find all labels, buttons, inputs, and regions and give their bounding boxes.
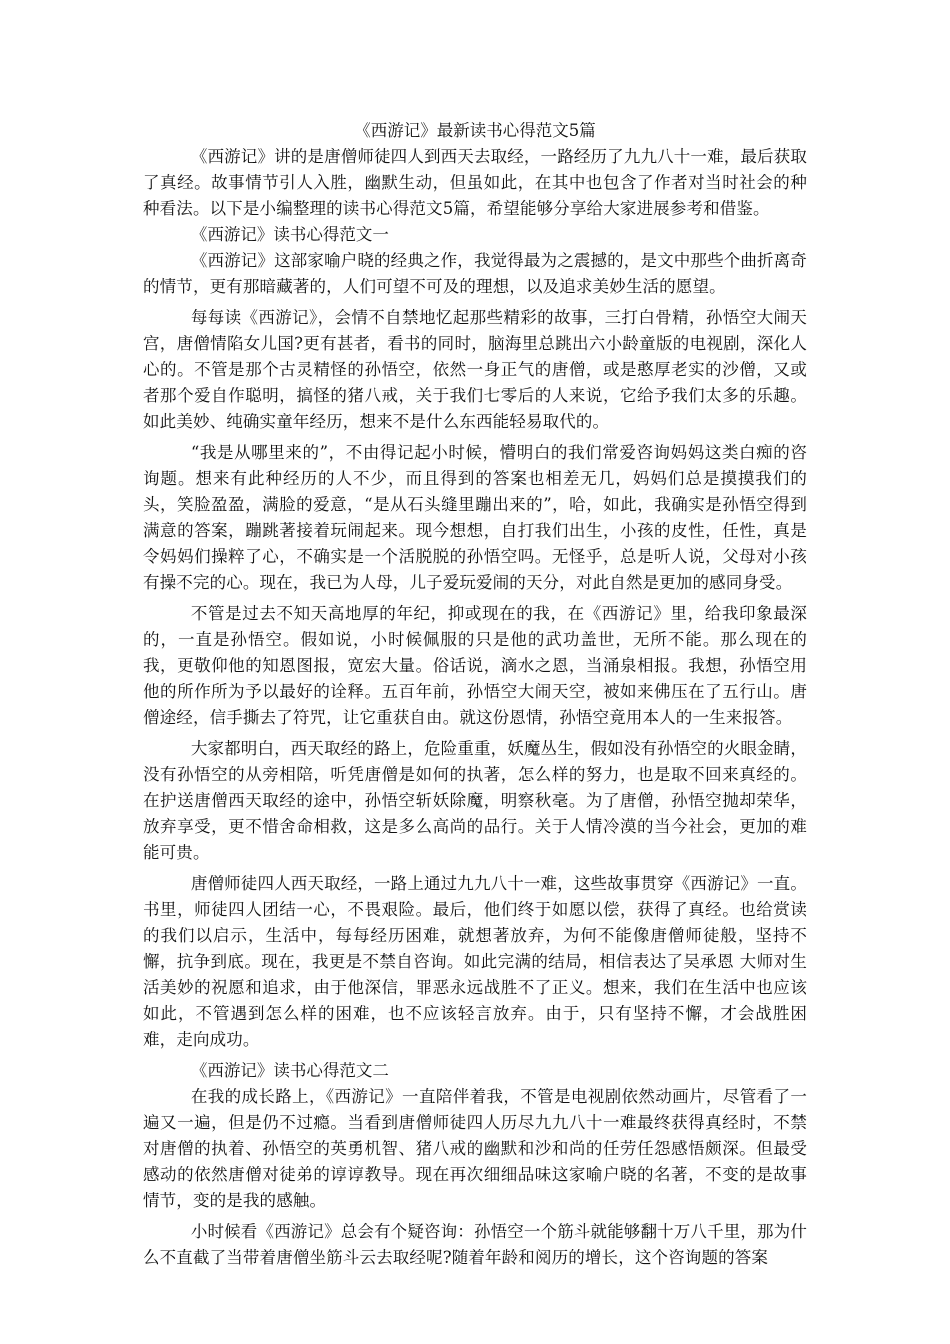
document-title: 《西游记》最新读书心得范文5篇	[354, 121, 596, 140]
section1-paragraph: 不管是过去不知天高地厚的年纪，抑或现在的我，在《西游记》里，给我印象最深的，一直是孙悟空。假如说，小时候佩服的只是他的武功盖世，无所不能。那么现在的我，更敬仰他的知恩图报，宽宏大量。俗话说，滴水之恩，当涌泉相报。我想，孙悟空用他的所作所为予以最好的诠释。五百年前，孙悟空大闹天空，被如来佛压在了五行山。唐僧途经，信手撕去了符咒，让它重获自由。就这份恩情，孙悟空竟用本人的一生来报答。	[143, 604, 807, 727]
section2-paragraph: 小时候看《西游记》总会有个疑咨询：孙悟空一个筋斗就能够翻十万八千里，那为什么不直截了当带着唐僧坐筋斗云去取经呢?随着年龄和阅历的增长，这个咨询题的答案	[143, 1222, 807, 1267]
section1-paragraph: 《西游记》这部家喻户晓的经典之作，我觉得最为之震撼的，是文中那些个曲折离奇的情节，更有那暗藏著的，人们可望不可及的理想，以及追求美妙生活的愿望。	[143, 251, 807, 296]
section2-paragraph: 在我的成长路上，《西游记》一直陪伴着我，不管是电视剧依然动画片，尽管看了一遍又一遍，但是仍不过瘾。当看到唐僧师徒四人历尽九九八十一难最终获得真经时，不禁对唐僧的执着、孙悟空的英勇机智、猪八戒的幽默和沙和尚的任劳任怨感悟颇深。但最受感动的依然唐僧对徒弟的谆谆教导。现在再次细细品味这家喻户晓的名著，不变的是故事情节，变的是我的感触。	[143, 1087, 807, 1210]
section-heading-1: 《西游记》读书心得范文一	[190, 225, 389, 244]
section1-paragraph: 唐僧师徒四人西天取经，一路上通过九九八十一难，这些故事贯穿《西游记》一直。书里，师徒四人团结一心，不畏艰险。最后，他们终于如愿以偿，获得了真经。也给赏读的我们以启示，生活中，每每经历困难，就想著放弃，为何不能像唐僧师徒般，坚持不懈，抗争到底。现在，我更是不禁自咨询。如此完满的结局，相信表达了吴承恩 大师对生活美妙的祝愿和追求，由于他深信，罪恶永远战胜不了正义。想来，我们在生活中也应该如此，不管遇到怎么样的困难，也不应该轻言放弃。由于，只有坚持不懈，才会战胜困难，走向成功。	[143, 874, 807, 1049]
intro-paragraph: 《西游记》讲的是唐僧师徒四人到西天去取经，一路经历了九九八十一难，最后获取了真经。故事情节引人入胜，幽默生动，但虽如此，在其中也包含了作者对当时社会的种种看法。以下是小编整理的读书心得范文5篇，希望能够分享给大家进展参考和借鉴。	[143, 147, 807, 218]
document-body	[143, 118, 807, 1271]
section1-paragraph: 大家都明白，西天取经的路上，危险重重，妖魔丛生，假如没有孙悟空的火眼金睛，没有孙悟空的从旁相陪，听凭唐僧是如何的执著，怎么样的努力，也是取不回来真经的。在护送唐僧西天取经的途中，孙悟空斩妖除魔，明察秋毫。为了唐僧，孙悟空抛却荣华，放弃享受，更不惜舍命相救，这是多么高尚的品行。关于人情冷漠的当今社会，更加的难能可贵。	[143, 739, 807, 862]
section1-paragraph: “我是从哪里来的”，不由得记起小时候，懵明白的我们常爱咨询妈妈这类白痴的咨询题。想来有此种经历的人不少，而且得到的答案也相差无几，妈妈们总是摸摸我们的头，笑脸盈盈，满脸的爱意，“是从石头缝里蹦出来的”，哈，如此，我确实是孙悟空得到满意的答案，蹦跳著接着玩闹起来。现今想想，自打我们出生，小孩的皮性，任性，真是令妈妈们操粹了心，不确实是一个活脱脱的孙悟空吗。无怪乎，总是听人说，父母对小孩有操不完的心。现在，我已为人母，儿子爱玩爱闹的天分，对此自然是更加的感同身受。	[143, 443, 807, 592]
section1-paragraph: 每每读《西游记》，会情不自禁地忆起那些精彩的故事，三打白骨精，孙悟空大闹天宫，唐僧情陷女儿国?更有甚者，看书的同时，脑海里总跳出六小龄童版的电视剧，深化人心的。不管是那个古灵精怪的孙悟空，依然一身正气的唐僧，或是憨厚老实的沙僧，又或者那个爱自作聪明，搞怪的猪八戒，关于我们七零后的人来说，它给予我们太多的乐趣。如此美妙、纯确实童年经历，想来不是什么东西能轻易取代的。	[143, 308, 807, 431]
section-heading-2: 《西游记》读书心得范文二	[190, 1061, 389, 1080]
